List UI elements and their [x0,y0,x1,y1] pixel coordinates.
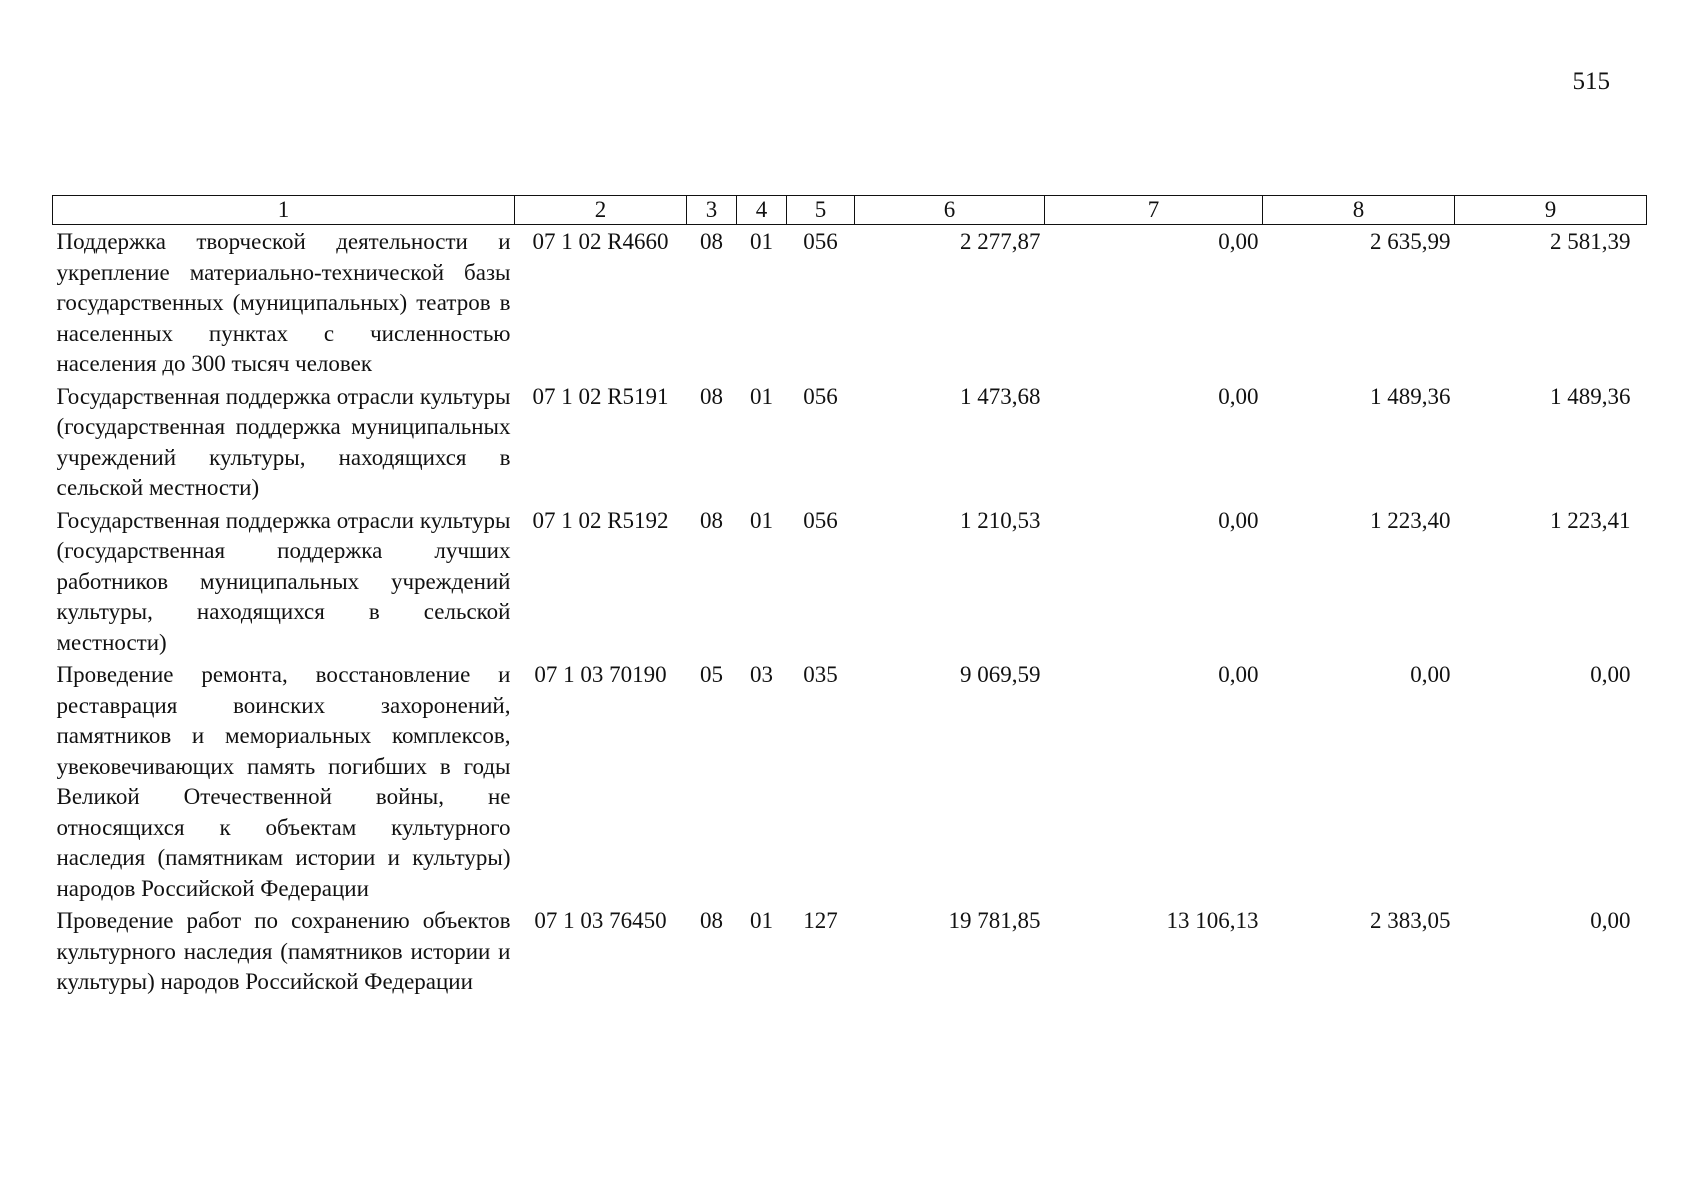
subsection-code: 03 [750,662,773,687]
amount-col-9: 0,00 [1590,662,1631,687]
column-header-6: 6 [855,196,1045,225]
target-article-code: 07 1 02 R5192 [532,507,669,533]
amount-col-9: 0,00 [1590,908,1631,933]
row-description: Государственная поддержка отрасли культуры (государственная поддержка лучших работников муниципальных учреждений культуры, находящихся в сельской местности) [56,507,511,655]
subsection-code: 01 [750,229,773,254]
amount-col-8: 0,00 [1410,662,1451,687]
table-row [53,380,1647,504]
budget-table [52,195,1647,998]
subsection-code: 01 [750,908,773,933]
section-code: 08 [700,507,723,533]
amount-col-8: 2 635,99 [1370,229,1451,254]
target-article-code: 07 1 02 R5191 [532,383,669,409]
row-description: Проведение работ по сохранению объектов культурного наследия (памятников истории и культуры) народов Российской Федерации [56,908,511,994]
administrator-code: 056 [803,507,838,533]
target-article-code: 07 1 02 R4660 [532,229,669,254]
table-row [53,504,1647,659]
column-header-8: 8 [1263,196,1455,225]
column-header-3: 3 [687,196,737,225]
amount-col-6: 9 069,59 [960,662,1041,687]
column-header-7: 7 [1045,196,1263,225]
column-header-2: 2 [515,196,687,225]
subsection-code: 01 [750,383,773,409]
amount-col-6: 1 473,68 [960,383,1041,409]
column-header-5: 5 [787,196,855,225]
administrator-code: 056 [803,229,838,254]
amount-col-7: 0,00 [1218,662,1259,687]
column-header-9: 9 [1455,196,1647,225]
target-article-code: 07 1 03 70190 [534,662,667,687]
table-row [53,225,1647,380]
section-code: 08 [700,229,723,254]
row-description: Государственная поддержка отрасли культуры (государственная поддержка муниципальных учреждений культуры, находящихся в сельской местности) [56,383,511,500]
section-code: 08 [700,383,723,409]
row-description: Поддержка творческой деятельности и укрепление материально-технической базы государственных (муниципальных) театров в населенных пунктах с численностью населения до 300 тысяч человек [56,229,511,376]
section-code: 05 [700,662,723,687]
amount-col-8: 2 383,05 [1370,908,1451,933]
amount-col-7: 0,00 [1218,383,1259,409]
target-article-code: 07 1 03 76450 [534,908,667,933]
column-header-1: 1 [53,196,515,225]
amount-col-6: 1 210,53 [960,507,1041,533]
page-number: 515 [1572,68,1610,95]
amount-col-7: 0,00 [1218,229,1259,254]
amount-col-9: 2 581,39 [1550,229,1631,254]
column-header-4: 4 [737,196,787,225]
administrator-code: 127 [803,908,838,933]
section-code: 08 [700,908,723,933]
administrator-code: 056 [803,383,838,409]
amount-col-6: 2 277,87 [960,229,1041,254]
administrator-code: 035 [803,662,838,687]
amount-col-8: 1 489,36 [1370,383,1451,409]
table-row [53,658,1647,904]
table-header-row [53,196,1647,225]
amount-col-8: 1 223,40 [1370,507,1451,533]
amount-col-6: 19 781,85 [948,908,1041,933]
row-description: Проведение ремонта, восстановление и реставрация воинских захоронений, памятников и мемориальных комплексов, увековечивающих память погибших в годы Великой Отечественной войны, не относящихся к объектам культурного наследия (памятникам истории и культуры) народов Российской Федерации [56,662,511,901]
amount-col-7: 0,00 [1218,507,1259,533]
subsection-code: 01 [750,507,773,533]
amount-col-7: 13 106,13 [1166,908,1259,933]
table-row [53,904,1647,998]
amount-col-9: 1 223,41 [1550,507,1631,533]
amount-col-9: 1 489,36 [1550,383,1631,409]
